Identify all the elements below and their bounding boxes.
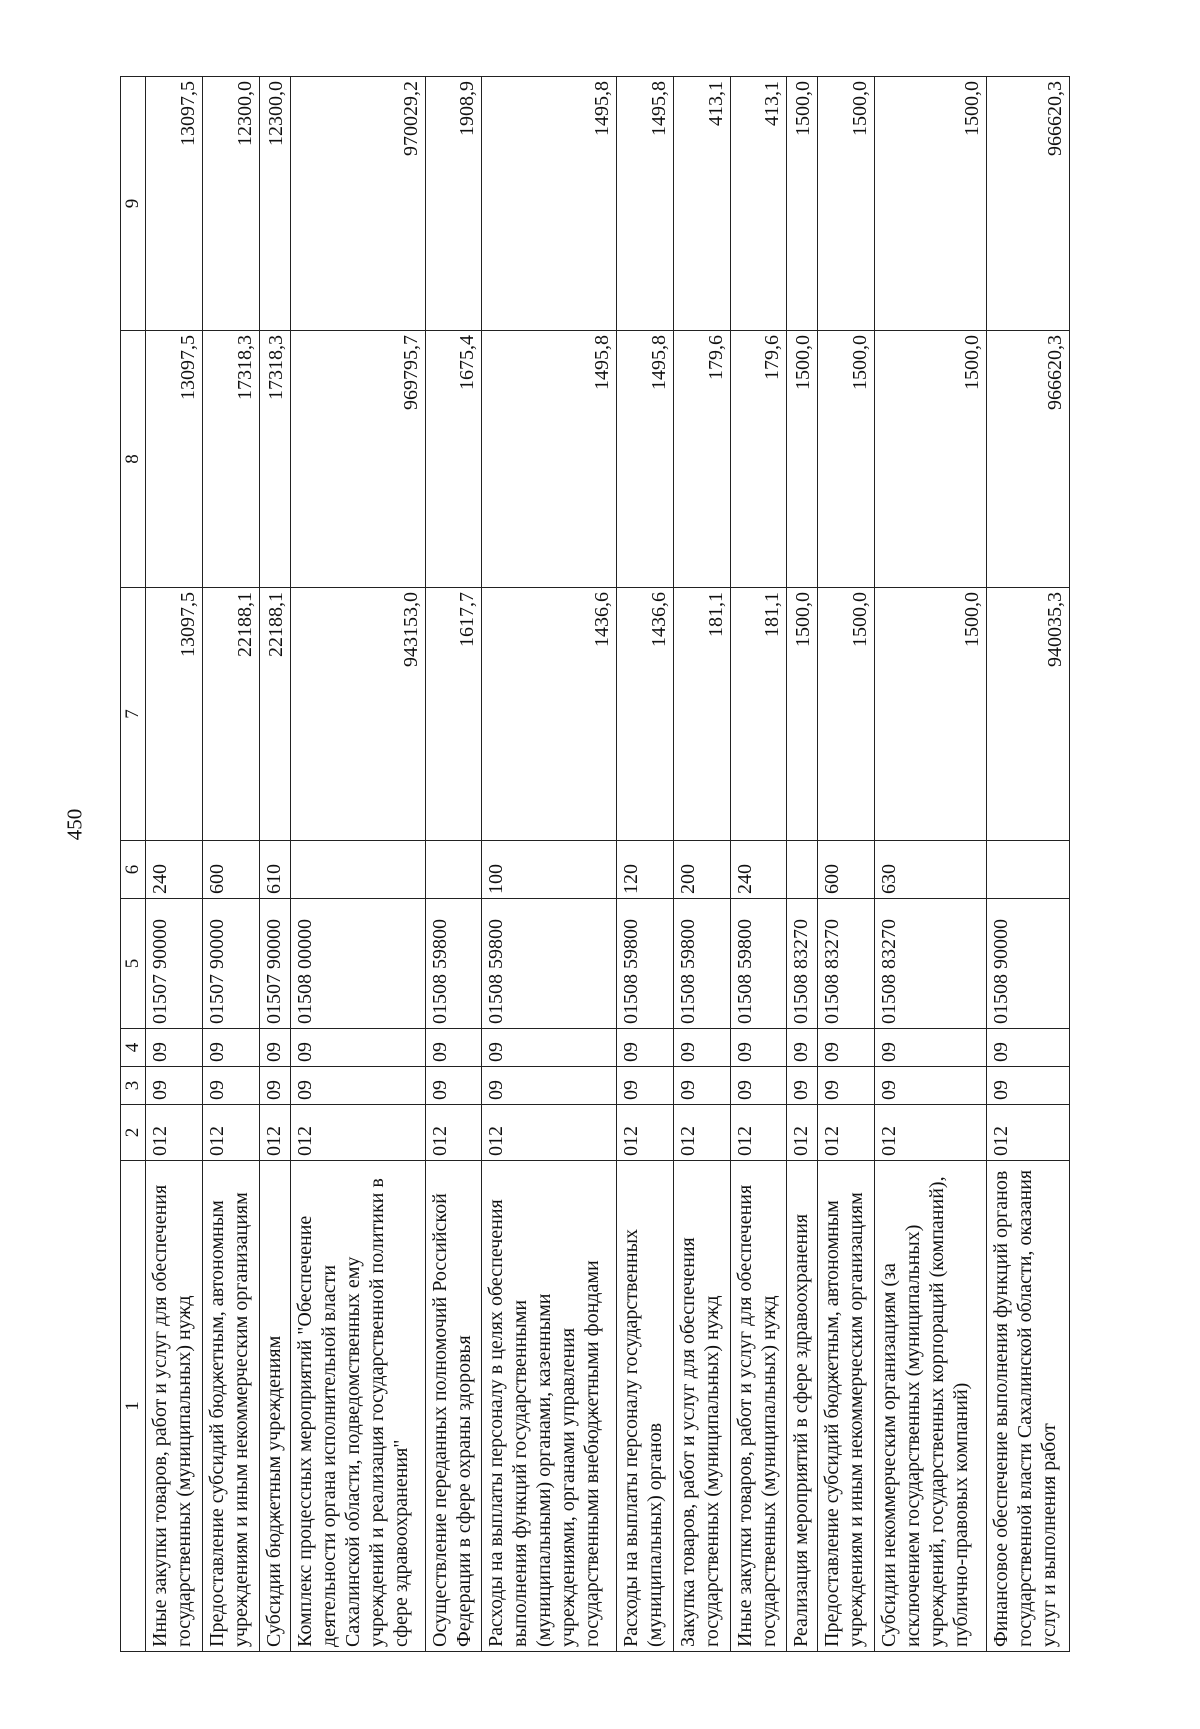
header-cell: 6 xyxy=(121,841,146,899)
row-amount-col9: 1908,9 xyxy=(425,77,482,331)
budget-table xyxy=(120,76,1070,1652)
row-amount-col9: 966620,3 xyxy=(987,77,1070,331)
row-amount-col8: 17318,3 xyxy=(203,331,260,588)
header-cell: 9 xyxy=(121,77,146,331)
row-description: Расходы на выплаты персоналу государственных (муниципальных) органов xyxy=(617,1161,674,1652)
row-description: Иные закупки товаров, работ и услуг для обеспечения государственных (муниципальных) нужд xyxy=(730,1161,787,1652)
table-row xyxy=(290,77,425,1652)
row-expense-type-code: 630 xyxy=(875,841,987,899)
row-description: Предоставление субсидий бюджетным, автономным учреждениям и иным некоммерческим организациям xyxy=(818,1161,875,1652)
row-grbs-code: 012 xyxy=(673,1105,730,1161)
table-row xyxy=(818,77,875,1652)
row-expense-type-code: 200 xyxy=(673,841,730,899)
row-amount-col8: 966620,3 xyxy=(987,331,1070,588)
header-cell: 4 xyxy=(121,1029,146,1067)
row-section-code: 09 xyxy=(875,1067,987,1105)
row-expense-type-code xyxy=(425,841,482,899)
header-cell: 5 xyxy=(121,899,146,1029)
row-subsection-code: 09 xyxy=(617,1029,674,1067)
row-expense-type-code xyxy=(787,841,818,899)
row-amount-col9: 12300,0 xyxy=(259,77,290,331)
row-amount-col8: 179,6 xyxy=(730,331,787,588)
table-row xyxy=(425,77,482,1652)
row-description: Закупка товаров, работ и услуг для обеспечения государственных (муниципальных) нужд xyxy=(673,1161,730,1652)
row-amount-col9: 413,1 xyxy=(730,77,787,331)
header-cell: 2 xyxy=(121,1105,146,1161)
row-expense-type-code: 600 xyxy=(818,841,875,899)
row-amount-col8: 1675,4 xyxy=(425,331,482,588)
row-amount-col7: 943153,0 xyxy=(290,588,425,841)
row-subsection-code: 09 xyxy=(818,1029,875,1067)
row-section-code: 09 xyxy=(425,1067,482,1105)
row-grbs-code: 012 xyxy=(875,1105,987,1161)
row-amount-col8: 1495,8 xyxy=(617,331,674,588)
row-amount-col8: 969795,7 xyxy=(290,331,425,588)
row-section-code: 09 xyxy=(617,1067,674,1105)
row-amount-col8: 13097,5 xyxy=(146,331,203,588)
row-amount-col8: 1500,0 xyxy=(787,331,818,588)
table-row xyxy=(259,77,290,1652)
row-grbs-code: 012 xyxy=(617,1105,674,1161)
row-subsection-code: 09 xyxy=(259,1029,290,1067)
row-expense-type-code: 240 xyxy=(730,841,787,899)
row-grbs-code: 012 xyxy=(203,1105,260,1161)
table-row xyxy=(482,77,617,1652)
table-row xyxy=(987,77,1070,1652)
row-description: Реализация мероприятий в сфере здравоохранения xyxy=(787,1161,818,1652)
row-expense-type-code: 100 xyxy=(482,841,617,899)
row-section-code: 09 xyxy=(730,1067,787,1105)
row-grbs-code: 012 xyxy=(482,1105,617,1161)
row-target-article-code: 01507 90000 xyxy=(259,899,290,1029)
row-description: Осуществление переданных полномочий Российской Федерации в сфере охраны здоровья xyxy=(425,1161,482,1652)
row-subsection-code: 09 xyxy=(482,1029,617,1067)
row-amount-col7: 1500,0 xyxy=(787,588,818,841)
row-amount-col9: 413,1 xyxy=(673,77,730,331)
row-subsection-code: 09 xyxy=(673,1029,730,1067)
row-target-article-code: 01507 90000 xyxy=(146,899,203,1029)
rotated-table-container xyxy=(120,77,1070,1652)
row-expense-type-code: 610 xyxy=(259,841,290,899)
row-target-article-code: 01508 83270 xyxy=(875,899,987,1029)
row-amount-col9: 1495,8 xyxy=(617,77,674,331)
row-subsection-code: 09 xyxy=(146,1029,203,1067)
row-target-article-code: 01508 00000 xyxy=(290,899,425,1029)
row-target-article-code: 01508 59800 xyxy=(425,899,482,1029)
row-grbs-code: 012 xyxy=(146,1105,203,1161)
row-amount-col8: 1500,0 xyxy=(818,331,875,588)
row-subsection-code: 09 xyxy=(203,1029,260,1067)
row-amount-col7: 1500,0 xyxy=(818,588,875,841)
row-description: Финансовое обеспечение выполнения функций органов государственной власти Сахалинской области, оказания услуг и выполнения работ xyxy=(987,1161,1070,1652)
row-expense-type-code: 120 xyxy=(617,841,674,899)
row-amount-col9: 1495,8 xyxy=(482,77,617,331)
header-cell: 7 xyxy=(121,588,146,841)
row-amount-col9: 1500,0 xyxy=(875,77,987,331)
row-amount-col9: 970029,2 xyxy=(290,77,425,331)
row-target-article-code: 01508 59800 xyxy=(730,899,787,1029)
row-amount-col9: 13097,5 xyxy=(146,77,203,331)
table-header-row xyxy=(121,77,146,1652)
row-target-article-code: 01508 59800 xyxy=(617,899,674,1029)
row-grbs-code: 012 xyxy=(787,1105,818,1161)
row-section-code: 09 xyxy=(987,1067,1070,1105)
row-grbs-code: 012 xyxy=(290,1105,425,1161)
row-target-article-code: 01508 59800 xyxy=(673,899,730,1029)
row-amount-col9: 1500,0 xyxy=(787,77,818,331)
row-subsection-code: 09 xyxy=(290,1029,425,1067)
table-row xyxy=(673,77,730,1652)
row-subsection-code: 09 xyxy=(730,1029,787,1067)
row-section-code: 09 xyxy=(203,1067,260,1105)
row-grbs-code: 012 xyxy=(818,1105,875,1161)
table-row xyxy=(146,77,203,1652)
row-amount-col7: 181,1 xyxy=(673,588,730,841)
row-subsection-code: 09 xyxy=(425,1029,482,1067)
row-section-code: 09 xyxy=(290,1067,425,1105)
row-description: Расходы на выплаты персоналу в целях обеспечения выполнения функций государственными (муниципальными) органами, казенными учреждениями, органами управления государственными внебюджетными фондами xyxy=(482,1161,617,1652)
table-row xyxy=(875,77,987,1652)
row-target-article-code: 01508 90000 xyxy=(987,899,1070,1029)
row-section-code: 09 xyxy=(259,1067,290,1105)
row-subsection-code: 09 xyxy=(787,1029,818,1067)
row-section-code: 09 xyxy=(146,1067,203,1105)
row-section-code: 09 xyxy=(482,1067,617,1105)
row-grbs-code: 012 xyxy=(425,1105,482,1161)
row-subsection-code: 09 xyxy=(875,1029,987,1067)
row-amount-col7: 13097,5 xyxy=(146,588,203,841)
row-target-article-code: 01508 83270 xyxy=(818,899,875,1029)
row-amount-col7: 22188,1 xyxy=(259,588,290,841)
row-amount-col8: 179,6 xyxy=(673,331,730,588)
header-cell: 8 xyxy=(121,331,146,588)
row-target-article-code: 01508 59800 xyxy=(482,899,617,1029)
table-row xyxy=(787,77,818,1652)
row-amount-col7: 1500,0 xyxy=(875,588,987,841)
row-section-code: 09 xyxy=(818,1067,875,1105)
row-target-article-code: 01507 90000 xyxy=(203,899,260,1029)
row-amount-col7: 1436,6 xyxy=(482,588,617,841)
header-cell: 1 xyxy=(121,1161,146,1652)
row-amount-col7: 1436,6 xyxy=(617,588,674,841)
row-description: Субсидии некоммерческим организациям (за исключением государственных (муниципальных) учреждений, государственных корпораций (компаний), публично-правовых компаний) xyxy=(875,1161,987,1652)
table-row xyxy=(730,77,787,1652)
row-expense-type-code: 240 xyxy=(146,841,203,899)
row-expense-type-code xyxy=(290,841,425,899)
row-grbs-code: 012 xyxy=(259,1105,290,1161)
row-grbs-code: 012 xyxy=(730,1105,787,1161)
row-amount-col7: 940035,3 xyxy=(987,588,1070,841)
row-amount-col7: 22188,1 xyxy=(203,588,260,841)
row-section-code: 09 xyxy=(673,1067,730,1105)
row-amount-col8: 1500,0 xyxy=(875,331,987,588)
row-amount-col7: 181,1 xyxy=(730,588,787,841)
table-row xyxy=(617,77,674,1652)
row-amount-col7: 1617,7 xyxy=(425,588,482,841)
page-number: 450 xyxy=(62,808,87,841)
row-amount-col8: 17318,3 xyxy=(259,331,290,588)
header-cell: 3 xyxy=(121,1067,146,1105)
row-amount-col8: 1495,8 xyxy=(482,331,617,588)
row-section-code: 09 xyxy=(787,1067,818,1105)
row-description: Субсидии бюджетным учреждениям xyxy=(259,1161,290,1652)
row-description: Иные закупки товаров, работ и услуг для обеспечения государственных (муниципальных) нужд xyxy=(146,1161,203,1652)
row-description: Комплекс процессных мероприятий "Обеспечение деятельности органа исполнительной власти Сахалинской области, подведомственных ему учреждений и реализация государственной политики в сфере здравоохранения" xyxy=(290,1161,425,1652)
row-expense-type-code xyxy=(987,841,1070,899)
row-amount-col9: 1500,0 xyxy=(818,77,875,331)
row-amount-col9: 12300,0 xyxy=(203,77,260,331)
table-row xyxy=(203,77,260,1652)
row-subsection-code: 09 xyxy=(987,1029,1070,1067)
row-grbs-code: 012 xyxy=(987,1105,1070,1161)
row-description: Предоставление субсидий бюджетным, автономным учреждениям и иным некоммерческим организациям xyxy=(203,1161,260,1652)
row-target-article-code: 01508 83270 xyxy=(787,899,818,1029)
row-expense-type-code: 600 xyxy=(203,841,260,899)
